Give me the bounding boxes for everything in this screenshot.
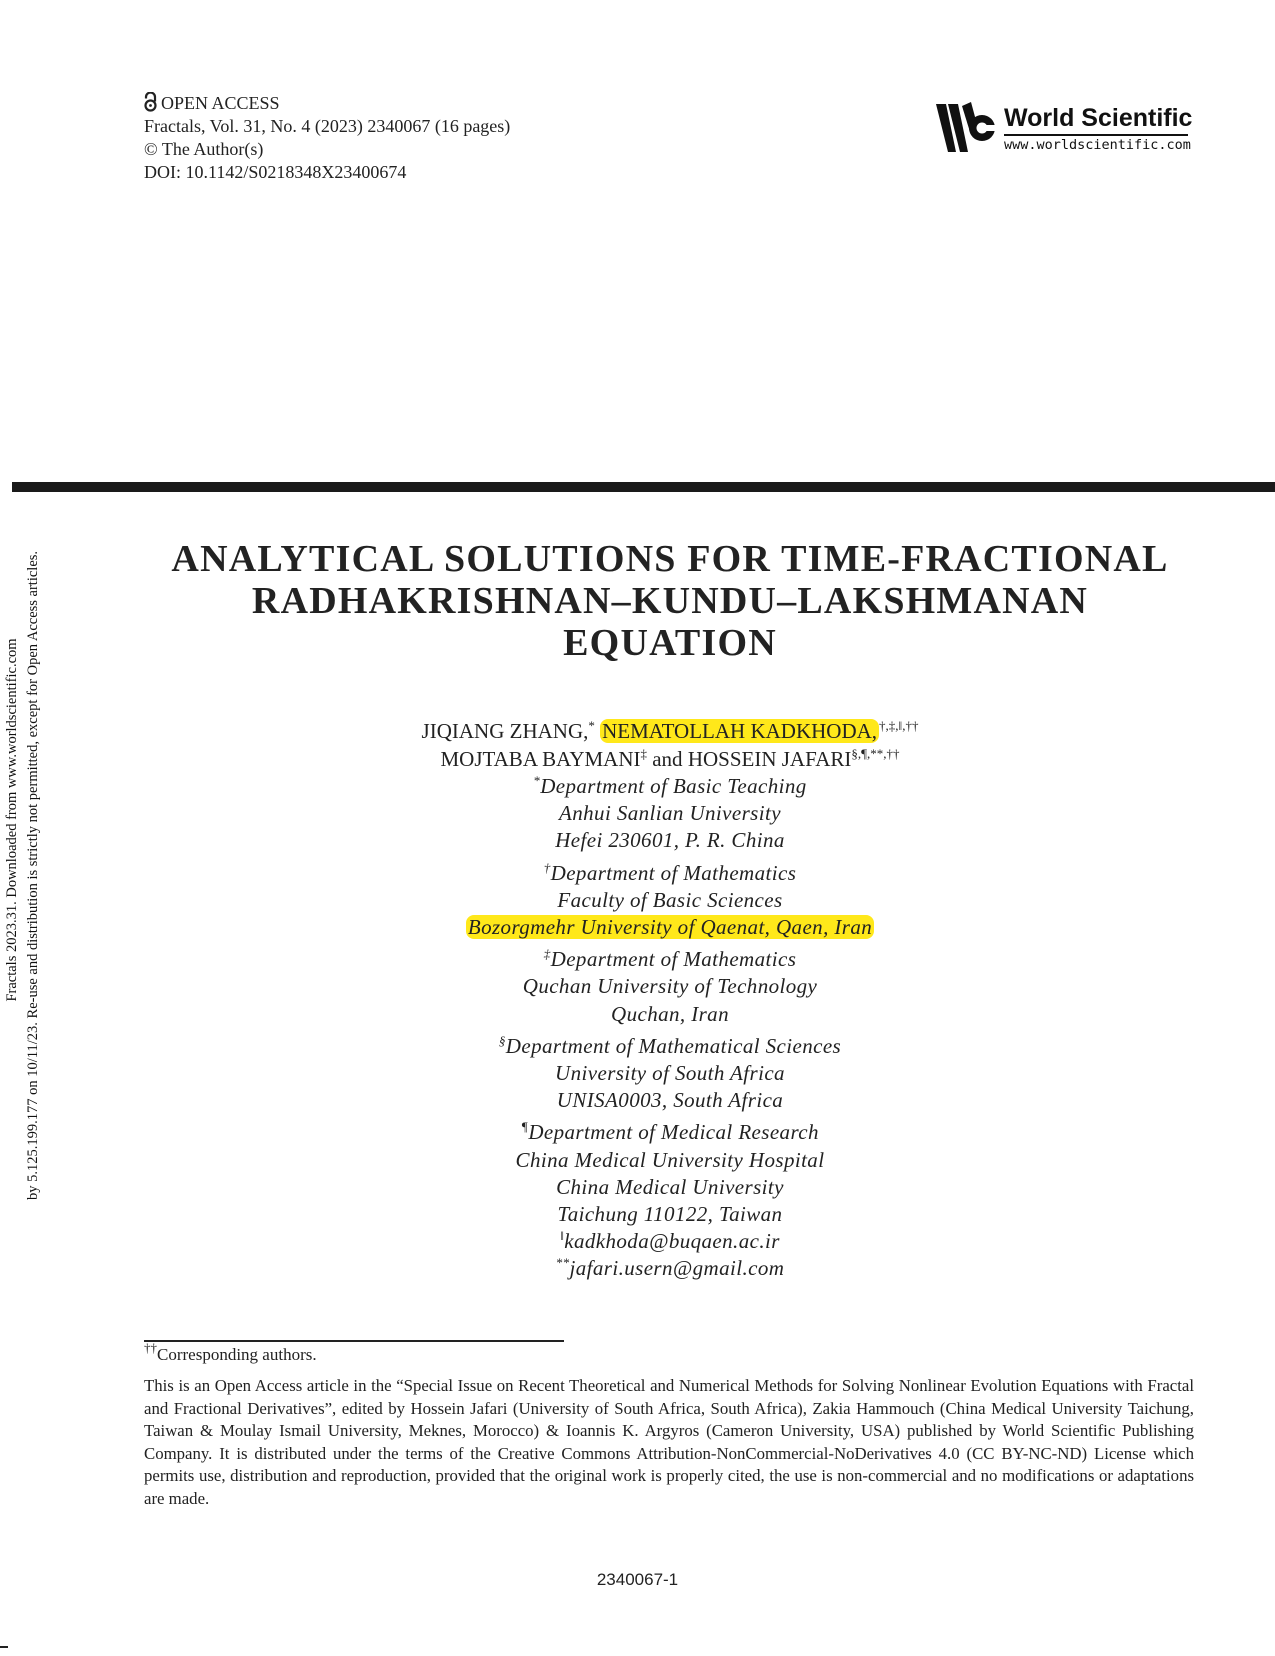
author-email[interactable]: kadkhoda@buqaen.ac.ir — [564, 1229, 780, 1254]
affiliation-mark: § — [498, 1032, 506, 1048]
journal-citation: Fractals, Vol. 31, No. 4 (2023) 2340067 (16 pages) — [144, 116, 511, 136]
open-access-line — [144, 92, 510, 115]
title-line: RADHAKRISHNAN–KUNDU–LAKSHMANAN — [251, 580, 1089, 622]
affiliation-line: Anhui Sanlian University — [559, 801, 781, 826]
email-mark: ** — [555, 1255, 570, 1271]
affiliation — [140, 946, 1200, 1028]
author-marks: †,‡,‖,†† — [879, 718, 919, 733]
paper-title — [90, 538, 1250, 664]
page-number: 2340067-1 — [596, 1570, 679, 1589]
affiliation — [140, 1033, 1200, 1115]
footnote-rule — [144, 1340, 564, 1342]
affiliation-mark: ¶ — [521, 1119, 529, 1135]
author-joiner: and — [652, 747, 683, 771]
author-list — [140, 717, 1200, 773]
affiliation-mark: † — [543, 859, 551, 875]
corresponding-footnote — [144, 1340, 317, 1365]
open-access-lock-icon — [144, 92, 157, 112]
author-name: MOJTABA BAYMANI — [440, 747, 641, 771]
author-name: JIQIANG ZHANG, — [421, 719, 589, 743]
affiliation-line: Department of Medical Research — [528, 1120, 819, 1145]
affiliation-line: Quchan University of Technology — [522, 974, 818, 999]
copyright-notice: © The Author(s) — [144, 139, 264, 159]
publisher-url: www.worldscientific.com — [1004, 137, 1191, 153]
affiliation-line: China Medical University — [556, 1174, 784, 1199]
author-marks: * — [588, 718, 595, 733]
author-name: HOSSEIN JAFARI — [687, 747, 852, 771]
author-email[interactable]: jafari.usern@gmail.com — [569, 1256, 785, 1281]
affiliation-line: Department of Mathematics — [550, 947, 797, 972]
author-marks: §,¶,**,†† — [851, 746, 900, 761]
affiliation-line: Department of Mathematics — [550, 860, 797, 885]
affiliation-line: Faculty of Basic Sciences — [557, 887, 783, 912]
affiliation-line: University of South Africa — [555, 1061, 785, 1086]
affiliation-line: Hefei 230601, P. R. China — [555, 828, 785, 853]
affiliation-line: UNISA0003, South Africa — [556, 1088, 784, 1113]
footnote-mark: †† — [144, 1340, 157, 1355]
doi: DOI: 10.1142/S0218348X23400674 — [144, 162, 407, 182]
download-notice — [2, 440, 46, 1200]
title-line: ANALYTICAL SOLUTIONS FOR TIME-FRACTIONAL — [171, 538, 1169, 580]
title-rule — [12, 482, 1275, 492]
download-notice-line: Fractals 2023.31. Downloaded from www.worldscientific.com — [4, 638, 20, 1002]
affiliation-line: Taichung 110122, Taiwan — [557, 1202, 783, 1227]
affiliation — [140, 860, 1200, 942]
publisher-name: World Scientific — [1004, 104, 1193, 132]
publisher-logo — [934, 100, 1194, 160]
affiliation-line-highlighted: Bozorgmehr University of Qaenat, Qaen, Iran — [467, 915, 873, 940]
affiliation-line: Department of Basic Teaching — [540, 774, 807, 798]
affiliation-mark: ‡ — [543, 946, 551, 962]
email-mark: ‖ — [560, 1228, 565, 1244]
download-notice-line: by 5.125.199.177 on 10/11/23. Re-use and distribution is strictly not permitted, except for Open Access articles. — [25, 550, 41, 1200]
open-access-label: OPEN ACCESS — [161, 93, 280, 113]
article-metadata — [144, 92, 510, 184]
author-name-highlighted: NEMATOLLAH KADKHODA, — [602, 719, 878, 743]
affiliation-line: China Medical University Hospital — [515, 1147, 825, 1172]
author-marks: ‡ — [640, 746, 647, 761]
page-corner-mark — [0, 1646, 8, 1648]
license-footnote: This is an Open Access article in the “Special Issue on Recent Theoretical and Numerical Methods for Solving Nonlinear Evolution Equations with Fractal and Fractional Derivatives”, edited by Hossein Jafari (University of South Africa, South Africa), Zakia Hammouch (China Medical University Taichung, Taiwan & Moulay Ismail University, Meknes, Morocco) & Ioannis K. Argyros (Cameron University, USA) published by World Scientific Publishing Company. It is distributed under the terms of the Creative Commons Attribution-NonCommercial-NoDerivatives 4.0 (CC BY-NC-ND) License which permits use, distribution and reproduction, provided that the original work is properly cited, the use is non-commercial and no modifications or adaptations are made. — [144, 1376, 1194, 1508]
affiliation — [140, 1119, 1200, 1282]
affiliation-line: Department of Mathematical Sciences — [505, 1033, 842, 1058]
affiliation — [140, 773, 1200, 855]
affiliation-mark: * — [533, 773, 541, 788]
world-scientific-logo-icon — [934, 100, 998, 156]
affiliations — [140, 773, 1200, 1288]
footnote-text: Corresponding authors. — [157, 1345, 317, 1364]
logo-divider — [1004, 134, 1188, 136]
title-line: EQUATION — [563, 622, 777, 664]
affiliation-line: Quchan, Iran — [611, 1001, 729, 1026]
